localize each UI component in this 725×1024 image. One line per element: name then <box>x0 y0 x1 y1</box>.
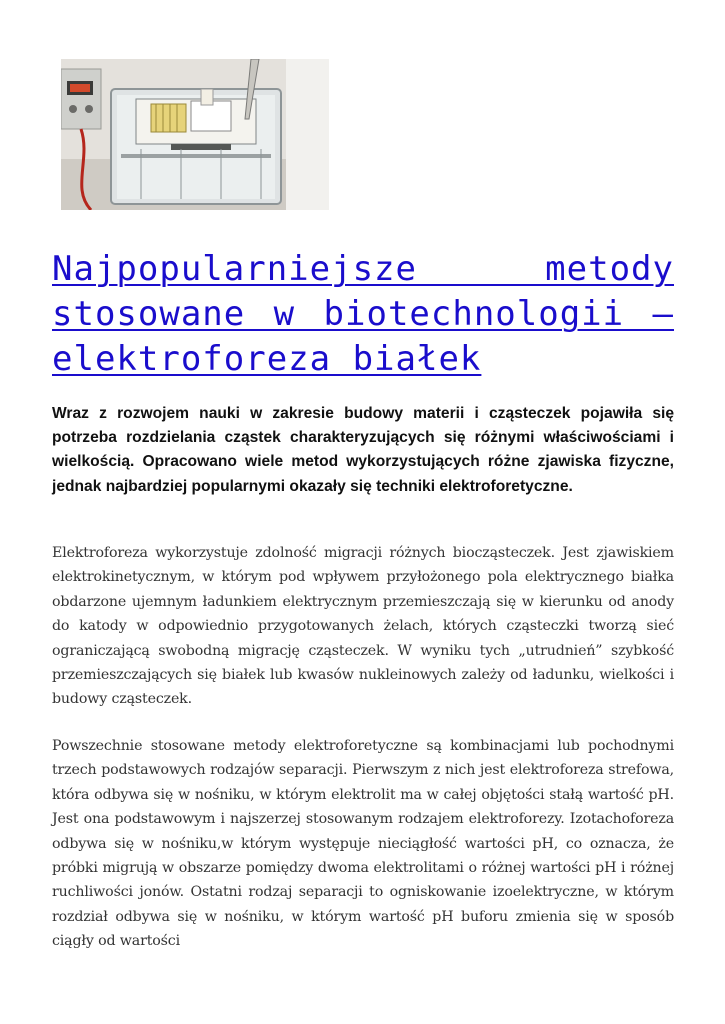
article-lead: Wraz z rozwojem nauki w zakresie budowy materii i cząsteczek pojawiła się potrzeba rozdzielania cząstek charakteryzujących się różnymi właściwościami i wielkością. Opracowano wiele metod wykorzystujących różne zjawiska fizyczne, jednak najbardziej popularnymi okazały się techniki elektroforetyczne. <box>52 405 674 495</box>
article-paragraph-1: Elektroforeza wykorzystuje zdolność migracji różnych biocząsteczek. Jest zjawiskiem elektrokinetycznym, w którym pod wpływem przyłożonego pola elektrycznego białka obdarzone ujemnym ładunkiem elektrycznym przemieszczają się w kierunku od anody do katody w odpowiednio przygotowanych żelach, których cząsteczki tworzą sieć ograniczającą swobodną migrację cząsteczek. W wyniku tych „utrudnień” szybkość przemieszczających się białek lub kwasów nukleinowych zależy od ładunku, wielkości i budowy cząsteczek. <box>52 545 674 708</box>
article-title-link[interactable]: Najpopularniejsze metody stosowane w biotechnologii — elektroforeza białek <box>52 249 674 379</box>
electrophoresis-apparatus-image <box>61 59 329 210</box>
article-paragraph-2: Powszechnie stosowane metody elektroforetyczne są kombinacjami lub pochodnymi trzech podstawowych rodzajów separacji. Pierwszym z nich jest elektroforeza strefowa, która odbywa się w nośniku, w którym elektrolit ma w całej objętości stałą wartość pH. Jest ona podstawowym i najszerzej stosowanym rodzajem elektroforezy. Izotachoforeza odbywa się w nośniku,w którym występuje nieciągłość wartości pH, co oznacza, że próbki migrują w obszarze pomiędzy dwoma elektrolitami o różnej wartości pH i różnej ruchliwości jonów. Ostatni rodzaj separacji to ogniskowanie izoelektryczne, w którym rozdział odbywa się w nośniku, w którym wartość pH buforu zmienia się w sposób ciągły od wartości <box>52 738 674 950</box>
article-title <box>52 247 674 382</box>
electrophoresis-photo <box>61 59 329 210</box>
